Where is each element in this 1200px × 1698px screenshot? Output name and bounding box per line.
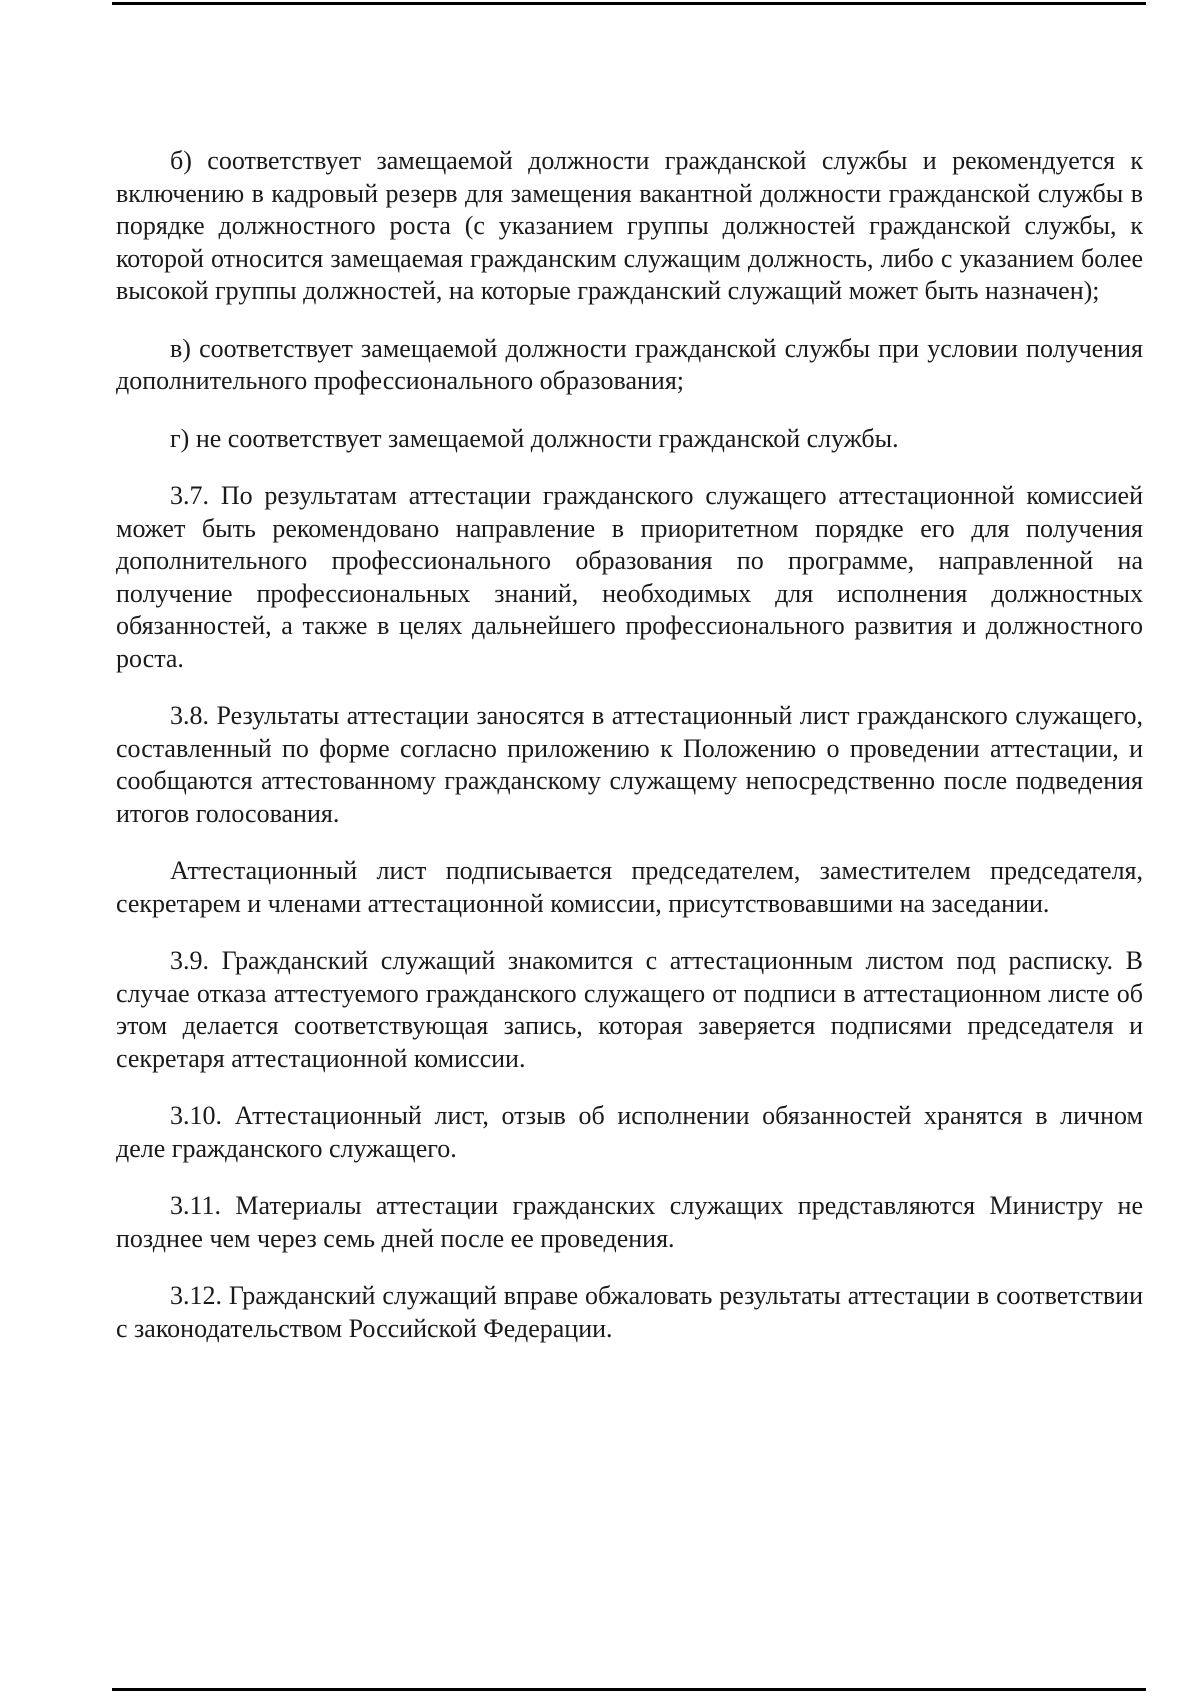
paragraph-3-7: 3.7. По результатам аттестации гражданского служащего аттестационной комиссией может быть рекомендовано направление в приоритетном порядке его для получения дополнительного профессионального образования по программе, направленной на получение профессиональных знаний, необходимых для исполнения должностных обязанностей, а также в целях дальнейшего профессионального развития и должностного роста. <box>116 481 1143 673</box>
paragraph-3-10: 3.10. Аттестационный лист, отзыв об исполнении обязанностей хранятся в личном деле гражданского служащего. <box>116 1101 1143 1163</box>
paragraph-3-8: 3.8. Результаты аттестации заносятся в аттестационный лист гражданского служащего, составленный по форме согласно приложению к Положению о проведении аттестации, и сообщаются аттестованному гражданскому служащему непосредственно после подведения итогов голосования. <box>116 701 1143 828</box>
paragraph-g: г) не соответствует замещаемой должности гражданской службы. <box>170 423 899 453</box>
top-rule <box>112 2 1146 5</box>
bottom-rule <box>112 1688 1146 1691</box>
paragraph-3-9: 3.9. Гражданский служащий знакомится с аттестационным листом под расписку. В случае отказа аттестуемого гражданского служащего от подписи в аттестационном листе об этом делается соответствующая запись, которая заверяется подписями председателя и секретаря аттестационной комиссии. <box>116 946 1143 1073</box>
paragraph-attestation-sheet: Аттестационный лист подписывается председателем, заместителем председателя, секретарем и членами аттестационной комиссии, присутствовавшими на заседании. <box>116 856 1143 918</box>
paragraph-v: в) соответствует замещаемой должности гражданской службы при условии получения дополнительного профессионального образования; <box>116 333 1143 395</box>
document-body <box>116 145 1143 1370</box>
paragraph-b: б) соответствует замещаемой должности гражданской службы и рекомендуется к включению в кадровый резерв для замещения вакантной должности гражданской службы в порядке должностного роста (с указанием группы должностей гражданской службы, к которой относится замещаемая гражданским служащим должность, либо с указанием более высокой группы должностей, на которые гражданский служащий может быть назначен); <box>116 146 1143 305</box>
paragraph-3-11: 3.11. Материалы аттестации гражданских служащих представляются Министру не позднее чем через семь дней после ее проведения. <box>116 1191 1143 1253</box>
paragraph-3-12: 3.12. Гражданский служащий вправе обжаловать результаты аттестации в соответствии с законодательством Российской Федерации. <box>116 1281 1143 1343</box>
